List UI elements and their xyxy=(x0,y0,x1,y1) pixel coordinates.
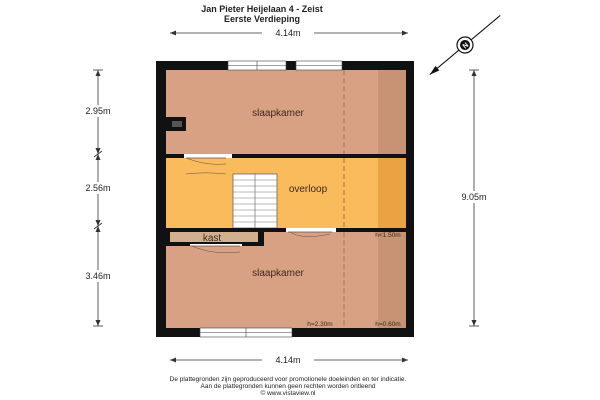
left-dim-3: 3.46m xyxy=(85,271,111,281)
footer-line-3: © www.vistaview.nl xyxy=(260,390,316,397)
height-landing: h<1.50m xyxy=(375,232,401,239)
floor-title: Eerste Verdieping xyxy=(223,14,301,24)
bottom-dimension xyxy=(170,354,408,365)
footer-line-2: Aan de plattegronden kunnen geen rechten worden ontleend xyxy=(200,383,376,390)
height-bottom-right: h=0.60m xyxy=(375,321,401,328)
bedroom-bottom-slope xyxy=(378,232,406,328)
room-label-bedroom-top: slaapkamer xyxy=(252,108,304,119)
footer-line-1: De plattegronden zijn geproduceerd voor promotionele doeleinden en ter indicatie. xyxy=(169,376,407,383)
right-dimension xyxy=(452,70,496,326)
right-total-label: 9.05m xyxy=(461,192,487,202)
window-top xyxy=(228,61,342,70)
landing-slope xyxy=(378,158,406,228)
bottom-width-label: 4.14m xyxy=(275,355,301,365)
address-title: Jan Pieter Heijelaan 4 - Zeist xyxy=(201,4,323,14)
bedroom-top-slope xyxy=(378,70,406,154)
room-label-bedroom-bottom: slaapkamer xyxy=(252,268,304,279)
window-bottom xyxy=(200,328,292,337)
left-dim-1: 2.95m xyxy=(85,106,111,116)
staircase xyxy=(233,174,277,228)
left-dim-2: 2.56m xyxy=(85,183,111,193)
top-width-label: 4.14m xyxy=(275,28,301,38)
room-label-closet: kast xyxy=(202,233,222,244)
bedroom-bottom-floor xyxy=(166,232,406,328)
height-bottom-left: h=2.30m xyxy=(307,321,333,328)
top-dimension xyxy=(170,27,408,38)
compass-icon xyxy=(425,9,506,80)
compass-letter: N xyxy=(461,41,471,51)
room-label-landing: overloop xyxy=(288,184,328,195)
